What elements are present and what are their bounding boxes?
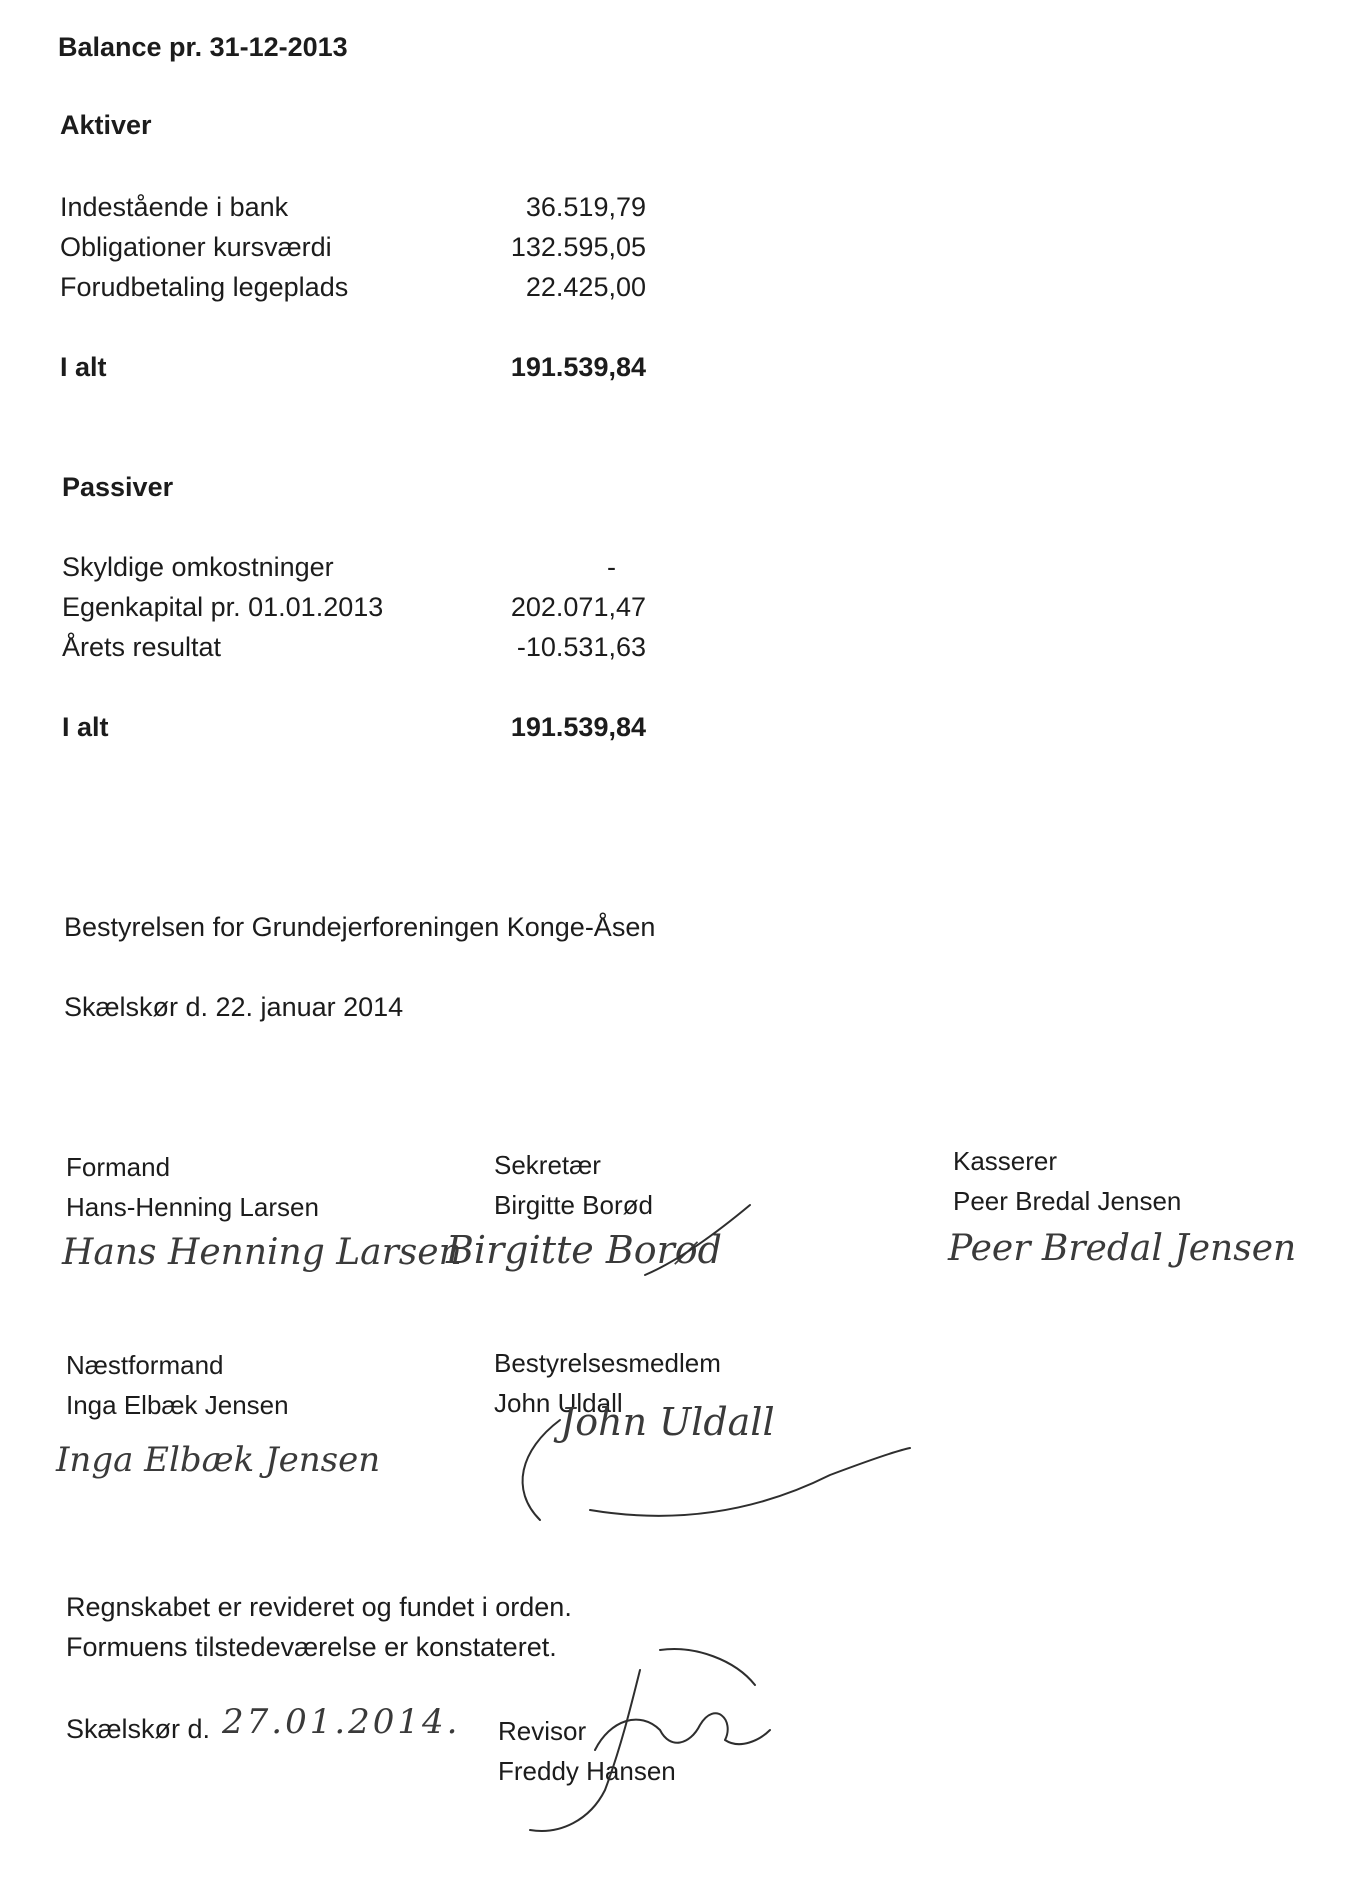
audit-place: Skælskør d. bbox=[66, 1714, 211, 1744]
liabilities-heading: Passiver bbox=[62, 472, 174, 502]
role-treasurer: Kasserer bbox=[953, 1146, 1058, 1176]
signature-vice-chairman: Inga Elbæk Jensen bbox=[56, 1440, 381, 1480]
signature-board-member-flourish bbox=[500, 1400, 920, 1540]
liability-value-costs: - bbox=[607, 552, 616, 582]
liability-value-equity: 202.071,47 bbox=[510, 592, 646, 622]
asset-value-bank: 36.519,79 bbox=[525, 192, 646, 222]
liability-label-equity: Egenkapital pr. 01.01.2013 bbox=[62, 592, 384, 622]
liabilities-total-value: 191.539,84 bbox=[510, 712, 646, 742]
asset-label-prepayment: Forudbetaling legeplads bbox=[60, 272, 349, 302]
signature-treasurer: Peer Bredal Jensen bbox=[948, 1228, 1297, 1269]
name-vice-chairman: Inga Elbæk Jensen bbox=[66, 1390, 289, 1420]
name-chairman: Hans-Henning Larsen bbox=[66, 1192, 319, 1222]
role-chairman: Formand bbox=[66, 1152, 171, 1182]
signature-chairman: Hans Henning Larsen bbox=[62, 1232, 462, 1273]
asset-label-bank: Indestående i bank bbox=[60, 192, 289, 222]
document-title: Balance pr. 31-12-2013 bbox=[58, 32, 348, 62]
liabilities-total-label: I alt bbox=[62, 712, 109, 742]
board-statement: Bestyrelsen for Grundejerforeningen Konge-Åsen bbox=[64, 912, 656, 942]
role-vice-chairman: Næstformand bbox=[66, 1350, 224, 1380]
role-board-member: Bestyrelsesmedlem bbox=[494, 1348, 721, 1378]
audit-handwritten-date: 27.01.2014. bbox=[222, 1702, 461, 1742]
name-secretary: Birgitte Borød bbox=[494, 1190, 653, 1220]
name-treasurer: Peer Bredal Jensen bbox=[953, 1186, 1182, 1216]
auditor-name: Freddy Hansen bbox=[498, 1756, 676, 1786]
signature-secretary: Birgitte Borød bbox=[446, 1228, 723, 1272]
liability-value-result: -10.531,63 bbox=[516, 632, 646, 662]
asset-value-prepayment: 22.425,00 bbox=[525, 272, 646, 302]
audit-line-1: Regnskabet er revideret og fundet i orden. bbox=[66, 1592, 572, 1622]
signature-board-member: John Uldall bbox=[560, 1400, 775, 1444]
signature-secretary-flourish bbox=[640, 1200, 760, 1290]
assets-total-value: 191.539,84 bbox=[510, 352, 646, 382]
liability-label-result: Årets resultat bbox=[62, 632, 222, 662]
auditor-role: Revisor bbox=[498, 1716, 587, 1746]
liability-label-costs: Skyldige omkostninger bbox=[62, 552, 334, 582]
role-secretary: Sekretær bbox=[494, 1150, 601, 1180]
asset-value-bonds: 132.595,05 bbox=[510, 232, 646, 262]
assets-total-label: I alt bbox=[60, 352, 107, 382]
assets-heading: Aktiver bbox=[60, 110, 152, 140]
name-board-member: John Uldall bbox=[494, 1388, 623, 1418]
asset-label-bonds: Obligationer kursværdi bbox=[60, 232, 332, 262]
auditor-signature bbox=[520, 1640, 780, 1840]
audit-line-2: Formuens tilstedeværelse er konstateret. bbox=[66, 1632, 557, 1662]
board-date: Skælskør d. 22. januar 2014 bbox=[64, 992, 404, 1022]
